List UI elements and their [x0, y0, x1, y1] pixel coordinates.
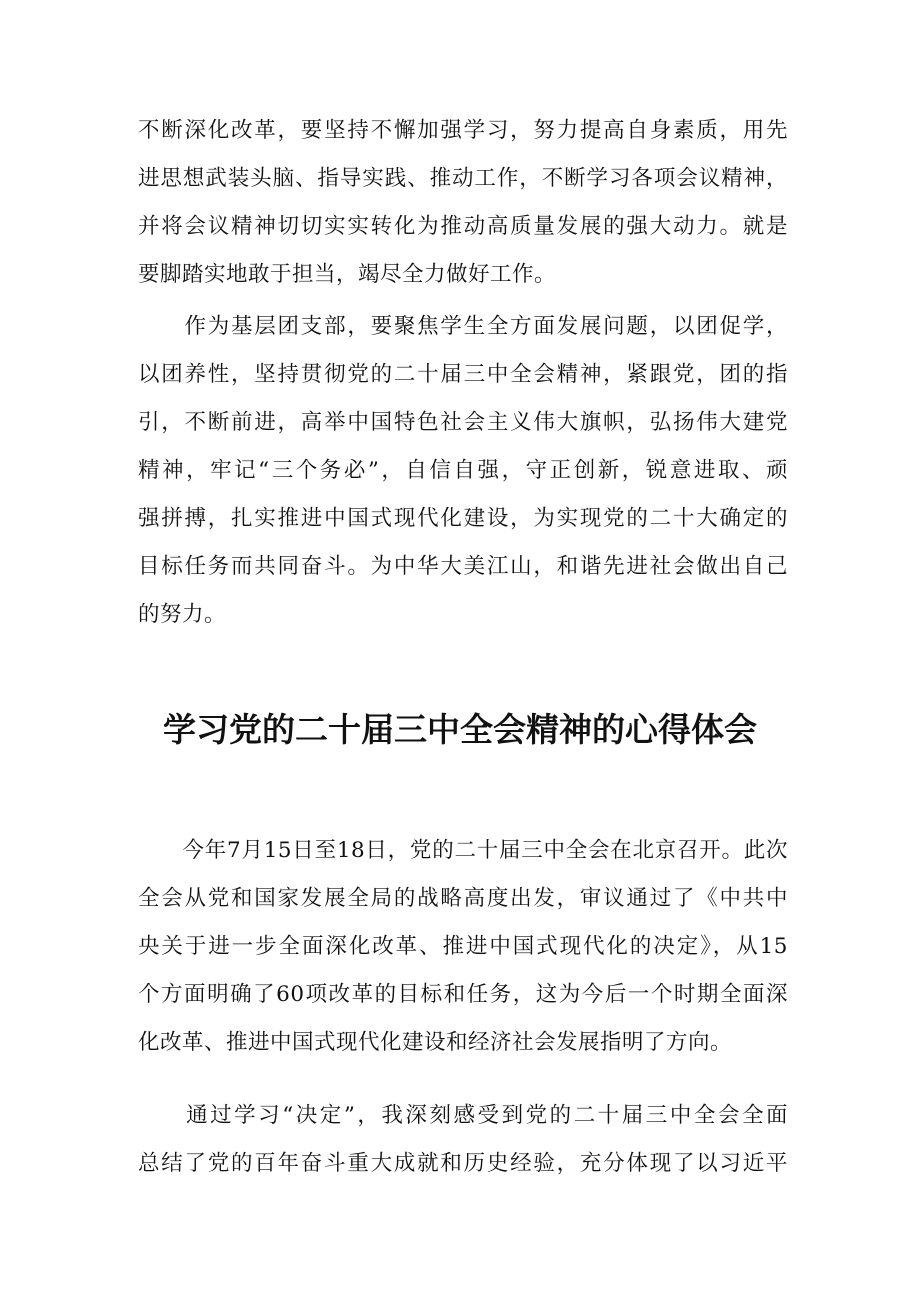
text-line: 不断深化改革，要坚持不懈加强学习，努力提高自身素质，用先 [138, 118, 788, 143]
text-line: 今年7月15日至18日，党的二十届三中全会在北京召开。此次 [138, 838, 788, 863]
paragraph-plenum-intro [138, 827, 788, 1067]
text-line: 的努力。 [138, 602, 227, 627]
text-line: 央关于进一步全面深化改革、推进中国式现代化的决定》，从15 [138, 934, 788, 959]
text-line: 作为基层团支部，要聚焦学生全方面发展问题，以团促学， [138, 314, 788, 339]
text-line: 以团养性，坚持贯彻党的二十届三中全会精神，紧跟党，团的指 [138, 362, 788, 387]
text-line: 总结了党的百年奋斗重大成就和历史经验，充分体现了以习近平 [138, 1151, 788, 1176]
text-line: 化改革、推进中国式现代化建设和经济社会发展指明了方向。 [138, 1030, 733, 1055]
text-line: 引，不断前进，高举中国特色社会主义伟大旗帜，弘扬伟大建党 [138, 410, 788, 435]
page-title: 学习党的二十届三中全会精神的心得体会 [163, 710, 757, 749]
text-line: 进思想武装头脑、指导实践、推动工作，不断学习各项会议精神， [138, 166, 788, 191]
paragraph-continuation [138, 107, 788, 299]
paragraph-decision-study [138, 1092, 788, 1188]
text-line: 全会从党和国家发展全局的战略高度出发，审议通过了《中共中 [138, 886, 788, 911]
text-line: 要脚踏实地敢于担当，竭尽全力做好工作。 [138, 262, 557, 287]
text-line: 精神，牢记“三个务必”，自信自强，守正创新，锐意进取、顽 [138, 458, 788, 483]
text-line: 强拼搏，扎实推进中国式现代化建设，为实现党的二十大确定的 [138, 506, 788, 531]
text-line: 个方面明确了60项改革的目标和任务，这为今后一个时期全面深 [138, 982, 788, 1007]
text-line: 通过学习“决定”，我深刻感受到党的二十届三中全会全面 [138, 1103, 788, 1128]
text-line: 并将会议精神切切实实转化为推动高质量发展的强大动力。就是 [138, 214, 788, 239]
text-line: 目标任务而共同奋斗。为中华大美江山，和谐先进社会做出自己 [138, 554, 788, 579]
paragraph-league-branch [138, 303, 788, 639]
